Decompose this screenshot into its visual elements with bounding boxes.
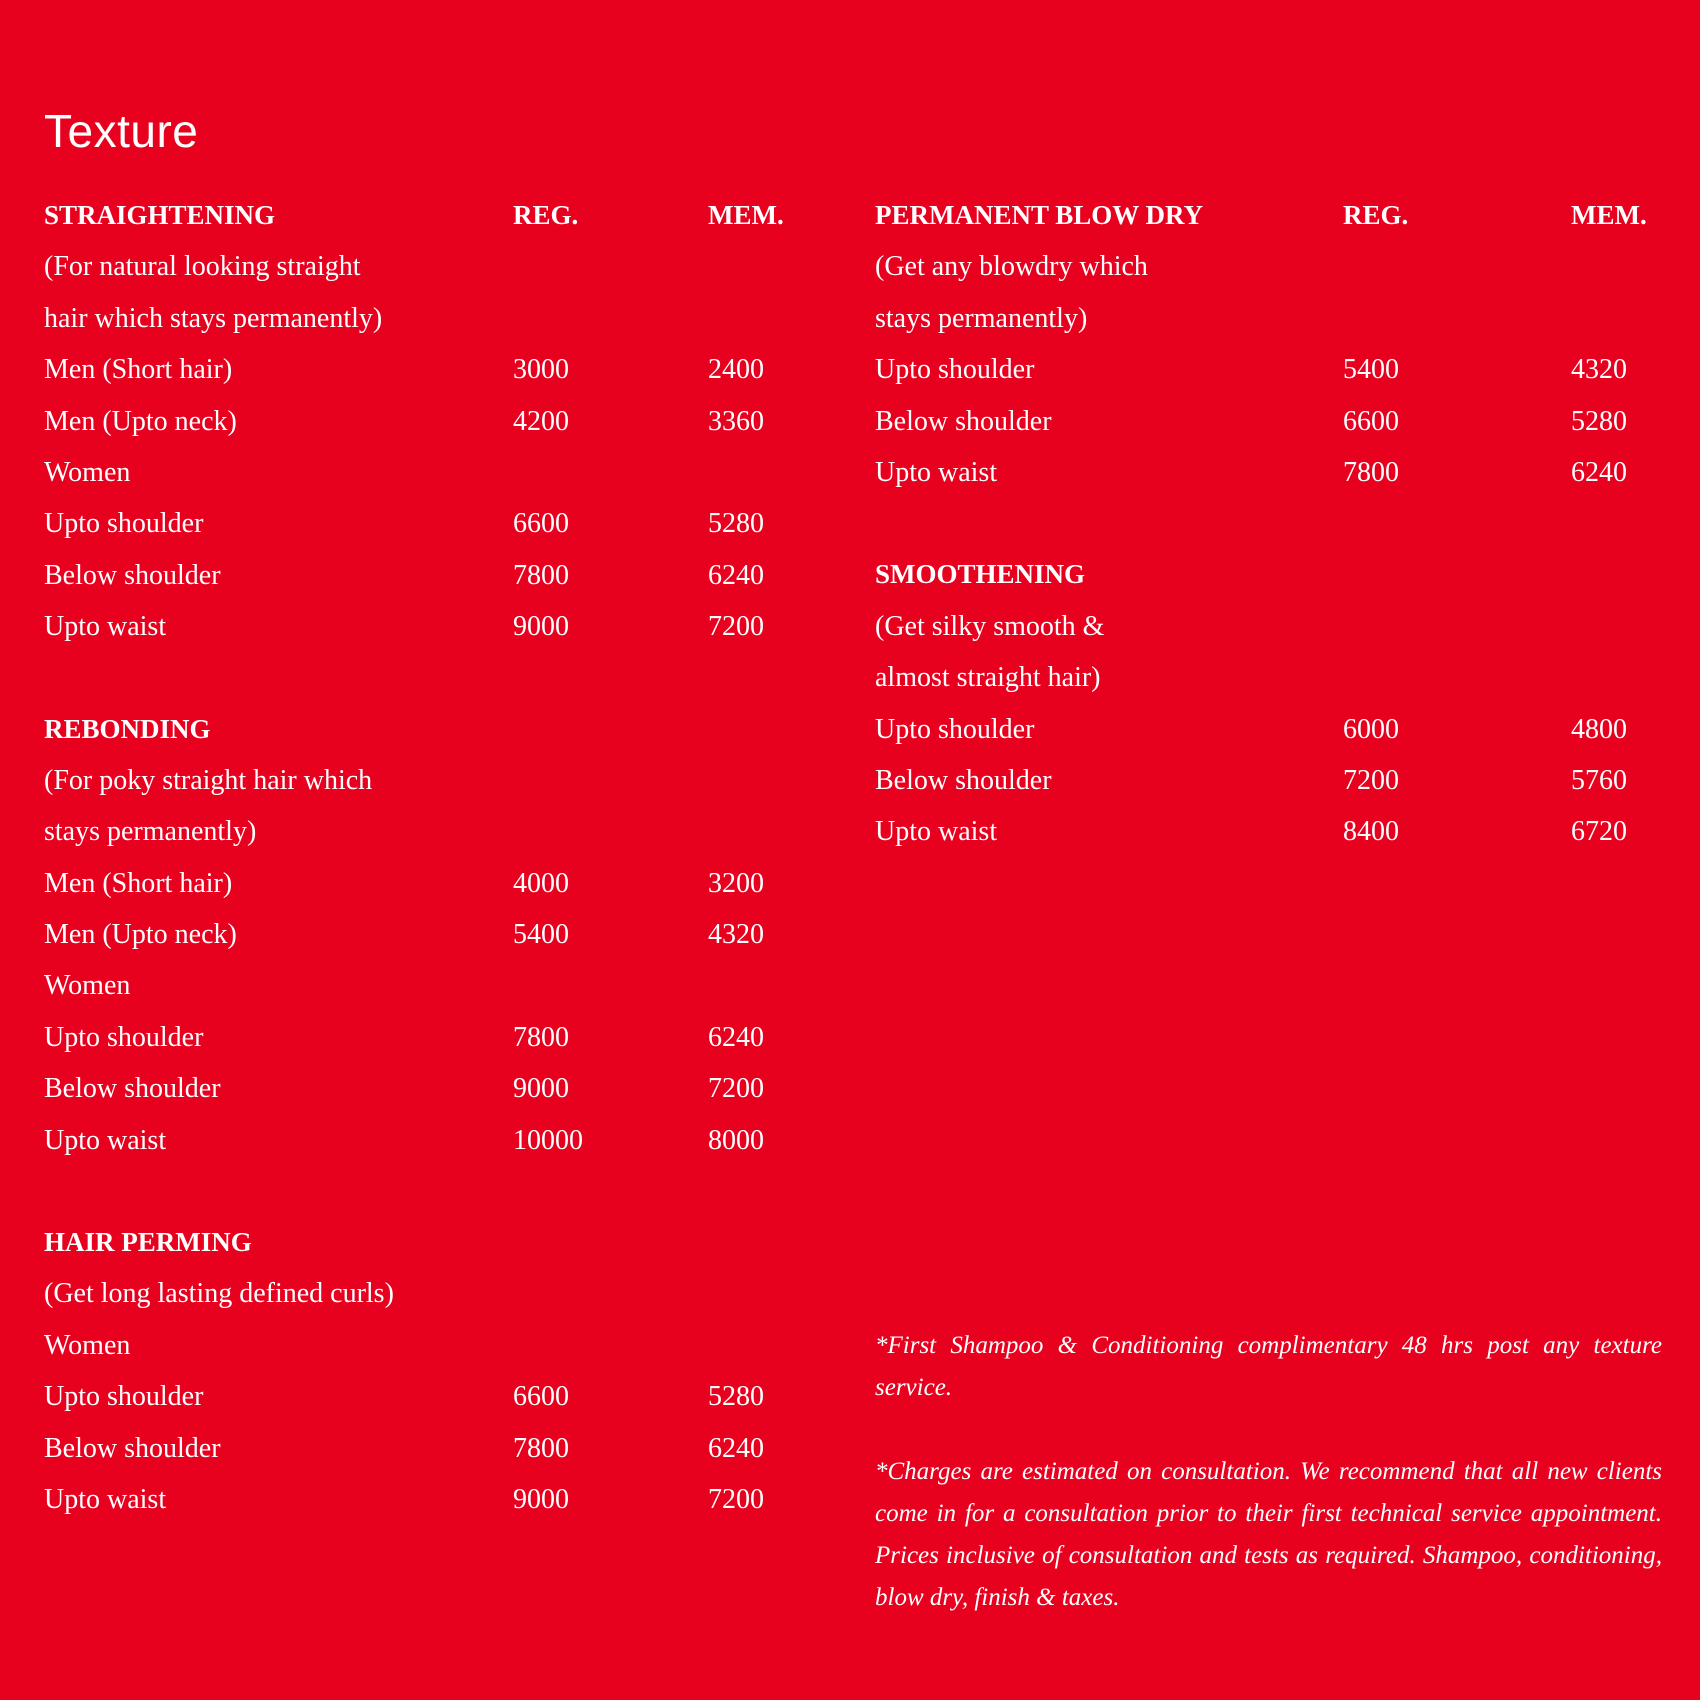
section-description-row [44, 755, 824, 806]
service-name: Men (Upto neck) [44, 405, 237, 437]
regular-price: 7800 [513, 559, 569, 591]
price-row [44, 447, 824, 498]
service-name: Below shoulder [44, 1432, 221, 1464]
regular-price: 9000 [513, 1073, 569, 1105]
service-name: Upto shoulder [875, 713, 1035, 745]
member-price: 3360 [708, 405, 764, 437]
mem-column-label: MEM. [708, 200, 784, 230]
service-name: Upto waist [44, 611, 167, 643]
left-column [44, 190, 824, 1576]
section-blowdry [875, 190, 1665, 498]
service-name: Upto shoulder [44, 508, 204, 540]
regular-price: 7200 [1343, 764, 1399, 796]
section-heading: SMOOTHENING [875, 559, 1086, 590]
section-description-row [875, 241, 1665, 292]
regular-price: 7800 [513, 1021, 569, 1053]
regular-price: 7800 [513, 1432, 569, 1464]
member-price: 8000 [708, 1124, 764, 1156]
member-price: 4320 [1571, 354, 1627, 386]
price-row [44, 960, 824, 1011]
service-name: Below shoulder [44, 559, 221, 591]
service-name: Women [44, 1329, 131, 1361]
section-description: (For natural looking straight [44, 251, 361, 283]
section-smoothening [875, 549, 1665, 857]
footnote-complimentary: *First Shampoo & Conditioning complimentary 48 hrs post any texture service. [875, 1332, 1662, 1401]
section-description: (Get long lasting defined curls) [44, 1278, 394, 1310]
section-rebonding [44, 704, 824, 1167]
member-price: 2400 [708, 354, 764, 386]
price-row [875, 396, 1665, 447]
regular-price: 6600 [1343, 405, 1399, 437]
section-straightening [44, 190, 824, 653]
regular-price: 6600 [513, 508, 569, 540]
price-row [875, 447, 1665, 498]
price-row [875, 755, 1665, 806]
service-name: Upto waist [875, 816, 998, 848]
price-row [875, 806, 1665, 857]
section-description-row [875, 293, 1665, 344]
price-row [44, 909, 824, 960]
section-perming [44, 1217, 824, 1525]
section-heading: PERMANENT BLOW DRY [875, 200, 1204, 230]
price-row [44, 1423, 824, 1474]
mem-column-label: MEM. [1571, 200, 1647, 230]
price-row [44, 1474, 824, 1525]
section-heading-row [44, 1217, 824, 1268]
footnote-charges: *Charges are estimated on consultation. We recommend that all new clients come in for a consultation prior to their first technical service appointment. Prices inclusive of consultation and tests as required. Shampoo, conditioning, blow dry, finish & taxes. [875, 1458, 1662, 1611]
section-heading-row [44, 704, 824, 755]
member-price: 6720 [1571, 816, 1627, 848]
service-name: Upto waist [44, 1124, 167, 1156]
section-description-row [44, 241, 824, 292]
service-name: Upto waist [44, 1483, 167, 1515]
footnotes [875, 1325, 1662, 1619]
member-price: 5760 [1571, 764, 1627, 796]
regular-price: 3000 [513, 354, 569, 386]
service-name: Women [44, 456, 131, 488]
price-row [44, 858, 824, 909]
regular-price: 6000 [1343, 713, 1399, 745]
service-name: Women [44, 970, 131, 1002]
regular-price: 9000 [513, 611, 569, 643]
member-price: 6240 [1571, 456, 1627, 488]
section-description-row [44, 806, 824, 857]
section-description: (Get silky smooth & [875, 610, 1105, 642]
member-price: 3200 [708, 867, 764, 899]
price-row [44, 1320, 824, 1371]
member-price: 5280 [708, 1381, 764, 1413]
reg-column-label: REG. [1343, 200, 1409, 230]
price-row [44, 1063, 824, 1114]
service-name: Men (Short hair) [44, 867, 233, 899]
service-name: Upto shoulder [44, 1021, 204, 1053]
regular-price: 4200 [513, 405, 569, 437]
service-name: Upto waist [875, 456, 998, 488]
regular-price: 6600 [513, 1381, 569, 1413]
price-row [44, 1371, 824, 1422]
section-heading: REBONDING [44, 713, 211, 744]
reg-column-label: REG. [513, 200, 579, 230]
member-price: 6240 [708, 559, 764, 591]
service-name: Below shoulder [875, 764, 1052, 796]
price-row [44, 601, 824, 652]
section-description: hair which stays permanently) [44, 302, 383, 334]
section-description-row [44, 1268, 824, 1319]
member-price: 6240 [708, 1432, 764, 1464]
price-row [44, 498, 824, 549]
regular-price: 9000 [513, 1483, 569, 1515]
service-name: Below shoulder [875, 405, 1052, 437]
regular-price: 7800 [1343, 456, 1399, 488]
member-price: 4320 [708, 919, 764, 951]
section-description: (For poky straight hair which [44, 764, 373, 796]
price-row [875, 704, 1665, 755]
regular-price: 4000 [513, 867, 569, 899]
section-description-row [44, 293, 824, 344]
member-price: 7200 [708, 1073, 764, 1105]
regular-price: 5400 [1343, 354, 1399, 386]
page-title: Texture [44, 105, 199, 157]
section-description: (Get any blowdry which [875, 251, 1148, 283]
right-column [875, 190, 1665, 909]
regular-price: 8400 [1343, 816, 1399, 848]
section-heading-row [44, 190, 824, 241]
service-name: Upto shoulder [44, 1381, 204, 1413]
section-heading: STRAIGHTENING [44, 200, 276, 230]
section-description: almost straight hair) [875, 662, 1101, 694]
regular-price: 10000 [513, 1124, 583, 1156]
service-name: Men (Short hair) [44, 354, 233, 386]
member-price: 6240 [708, 1021, 764, 1053]
member-price: 7200 [708, 1483, 764, 1515]
section-heading-row [875, 549, 1665, 600]
section-description: stays permanently) [44, 816, 257, 848]
service-name: Men (Upto neck) [44, 919, 237, 951]
section-description-row [875, 601, 1665, 652]
member-price: 7200 [708, 611, 764, 643]
member-price: 4800 [1571, 713, 1627, 745]
service-name: Below shoulder [44, 1073, 221, 1105]
price-row [44, 344, 824, 395]
section-description-row [875, 652, 1665, 703]
service-name: Upto shoulder [875, 354, 1035, 386]
member-price: 5280 [708, 508, 764, 540]
section-description: stays permanently) [875, 302, 1088, 334]
price-row [44, 1012, 824, 1063]
section-heading: HAIR PERMING [44, 1227, 252, 1258]
regular-price: 5400 [513, 919, 569, 951]
member-price: 5280 [1571, 405, 1627, 437]
price-row [44, 1115, 824, 1166]
price-row [875, 344, 1665, 395]
price-row [44, 550, 824, 601]
section-heading-row [875, 190, 1665, 241]
price-row [44, 396, 824, 447]
